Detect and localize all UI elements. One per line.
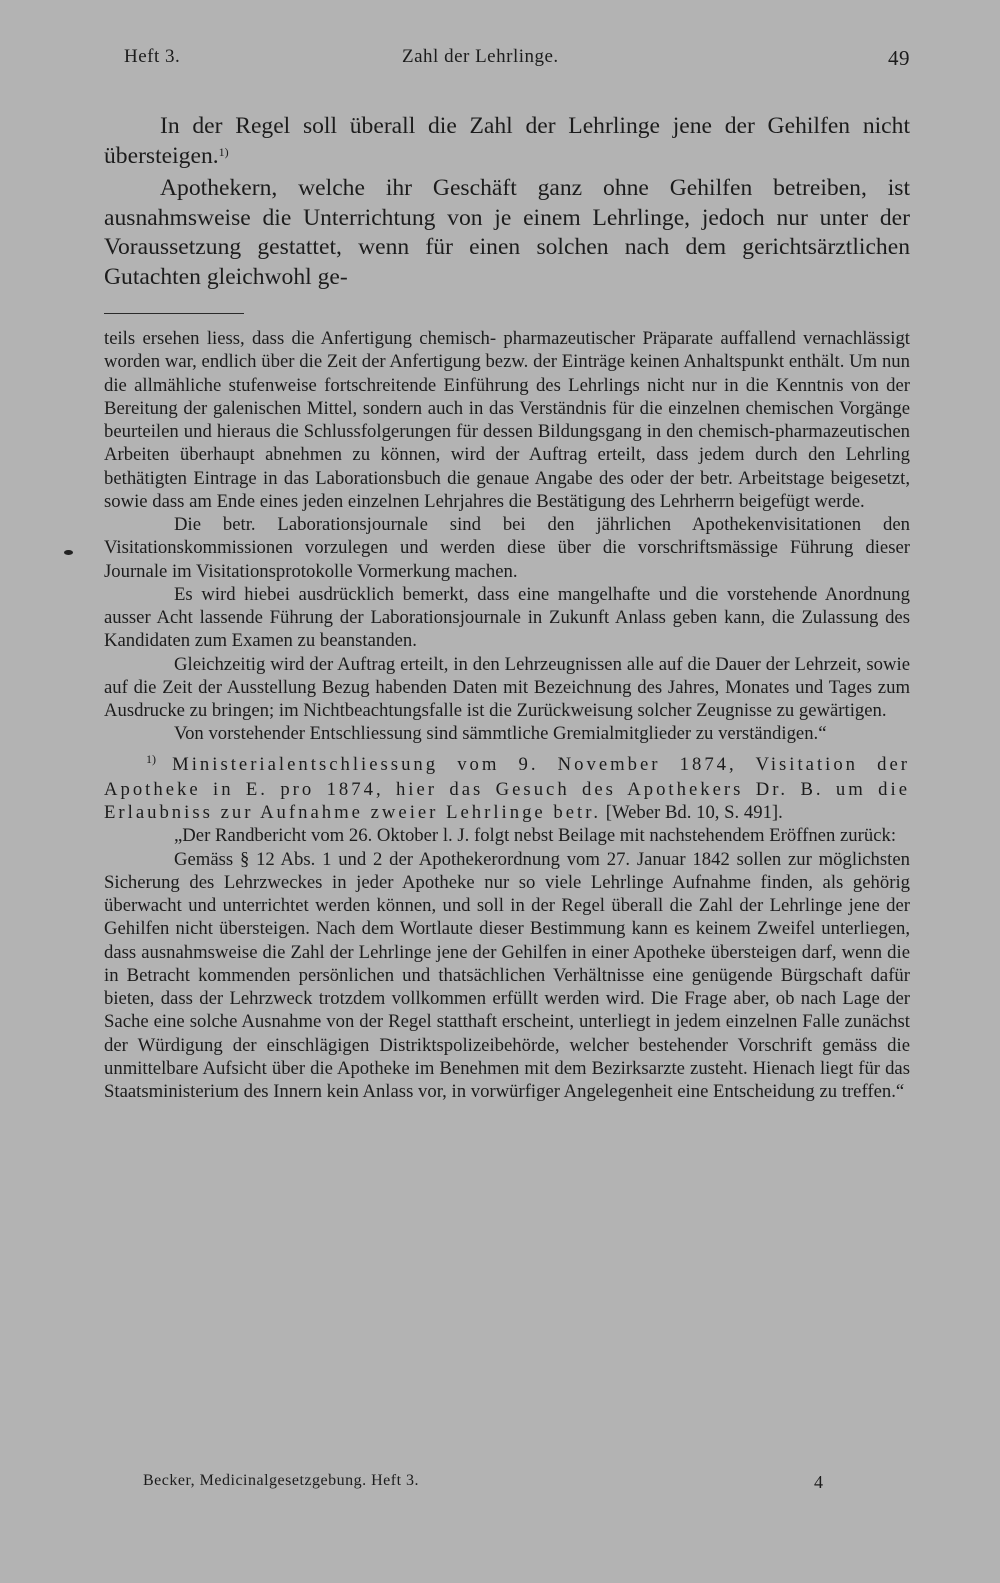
note-paragraph-6: „Der Randbericht vom 26. Oktober l. J. folgt nebst Beilage mit nachstehendem Eröffnen zurück: xyxy=(174,825,897,847)
margin-mark xyxy=(64,550,73,555)
note-paragraph-7: Gemäss § 12 Abs. 1 und 2 der Apothekerordnung vom 27. Januar 1842 sollen zur möglichsten Sicherung des Lehrzweckes in jeder Apotheke nur so viele Lehrlinge Aufnahme finden, als gehörig überwacht und unterrichtet werden können, und soll in der Regel überall die Zahl der Lehrlinge jene der Gehilfen nicht übersteigen. Nach dem Wortlaute dieser Bestimmung kann es keinem Zweifel unterliegen, dass ausnahmsweise die Zahl der Lehrlinge jene der Gehilfen in einer Apotheke übersteigen darf, wenn die in Betracht kommenden persönlichen und thatsächlichen Verhältnisse eine genügende Bürgschaft dafür bieten, dass der Lehrzweck trotzdem vollkommen erfüllt werden wird. Die Frage aber, ob nach Lage der Sache eine solche Ausnahme von der Regel statthaft erscheint, unterliegt in jedem einzelnen Falle zunächst der Würdigung der einschlägigen Distriktspolizeibehörde, welcher bestehender Vorschrift gemäss die unmittelbare Aufsicht über die Apotheke im Benehmen mit dem Bezirksarzte zusteht. Hienach liegt für das Staatsministerium des Innern kein Anlass vor, in vorwürfiger Angelegenheit eine Entscheidung zu treffen.“ xyxy=(104,848,910,1102)
note-paragraph-1: teils ersehen liess, dass die Anfertigung chemisch- pharmazeutischer Präparate auffallend vernachlässigt worden war, endlich über die Zeit der Anfertigung bezw. der Einträge keinen Anhaltspunkt enthält. Um nun die allmähliche stufenweise fortschreitende Einführung des Lehrlings nicht nur in die Kenntnis von der Bereitung der galenischen Mittel, sondern auch in das Verständnis für die einzelnen chemischen Vorgänge beurteilen und hieraus die Schlussfolgerungen für dessen Bildungsgang in den chemisch-pharmazeutischen Arbeiten überhaupt abnehmen zu können, wird der Auftrag erteilt, dass jedem durch den Lehrling bethätigten Eintrage in das Laborationsbuch die genaue Angabe des oder der betr. Arbeitstage beigesetzt, sowie dass am Ende eines jeden einzelnen Lehrjahres die Bestätigung des Lehrherrn beigefügt werde. xyxy=(104,328,910,512)
header-issue: Heft 3. xyxy=(124,46,181,67)
footnote-title: Ministerialentschliessung vom 9. November 1874, Visitation der Apotheke in E. pro 1874, hier das Gesuch des Apothekers Dr. B. um die Erlaubniss zur Aufnahme zweier Lehrlinge betr. xyxy=(104,753,910,823)
main-paragraph-2: Apothekern, welche ihr Geschäft ganz ohne Gehilfen betreiben, ist ausnahmsweise die Unterrichtung von je einem Lehrlinge, jedoch nur unter der Voraussetzung gestattet, wenn für einen solchen nach dem gerichtsärztlichen Gutachten gleichwohl ge- xyxy=(104,175,910,290)
main-paragraph-1-text: In der Regel soll überall die Zahl der Lehrlinge jene der Gehilfen nicht übersteigen. xyxy=(104,113,910,169)
page-number: 49 xyxy=(888,46,910,70)
sheet-number: 4 xyxy=(814,1472,823,1492)
note-paragraph-5: Von vorstehender Entschliessung sind sämmtliche Gremialmitglieder zu verständigen.“ xyxy=(174,723,827,745)
footnote-separator xyxy=(104,313,244,314)
footnote-1 xyxy=(104,753,910,825)
footnote-marker: 1) xyxy=(146,751,156,766)
printer-signature: Becker, Medicinalgesetzgebung. Heft 3. xyxy=(143,1472,420,1489)
footnotes xyxy=(104,327,910,1103)
signature-line xyxy=(143,1472,823,1496)
running-header xyxy=(124,46,910,76)
footnote-reference: 1) xyxy=(218,144,229,159)
header-title: Zahl der Lehrlinge. xyxy=(402,46,559,67)
note-paragraph-4: Gleichzeitig wird der Auftrag erteilt, in den Lehrzeugnissen alle auf die Dauer der Lehrzeit, sowie auf die Zeit der Ausstellung Bezug habenden Daten mit Bezeichnung des Jahres, Monates und Tages zum Ausdrucke zu bringen; im Nichtbeachtungsfalle ist die Zurückweisung solcher Zeugnisse zu gewärtigen. xyxy=(104,653,910,721)
note-paragraph-2: Die betr. Laborationsjournale sind bei den jährlichen Apothekenvisitationen den Visitationskommissionen vorzulegen und werden diese über die vorschriftsmässige Führung dieser Journale im Visitationsprotokolle Vormerkung machen. xyxy=(104,514,910,582)
note-paragraph-3: Es wird hiebei ausdrücklich bemerkt, dass eine mangelhafte und die vorstehende Anordnung ausser Acht lassende Führung der Laborationsjournale in Zukunft Anlass geben kann, die Zulassung des Kandidaten zum Examen zu beanstanden. xyxy=(104,583,910,652)
main-paragraph-1 xyxy=(104,112,910,174)
footnote-citation: [Weber Bd. 10, S. 491]. xyxy=(605,802,783,823)
main-text xyxy=(104,112,910,292)
